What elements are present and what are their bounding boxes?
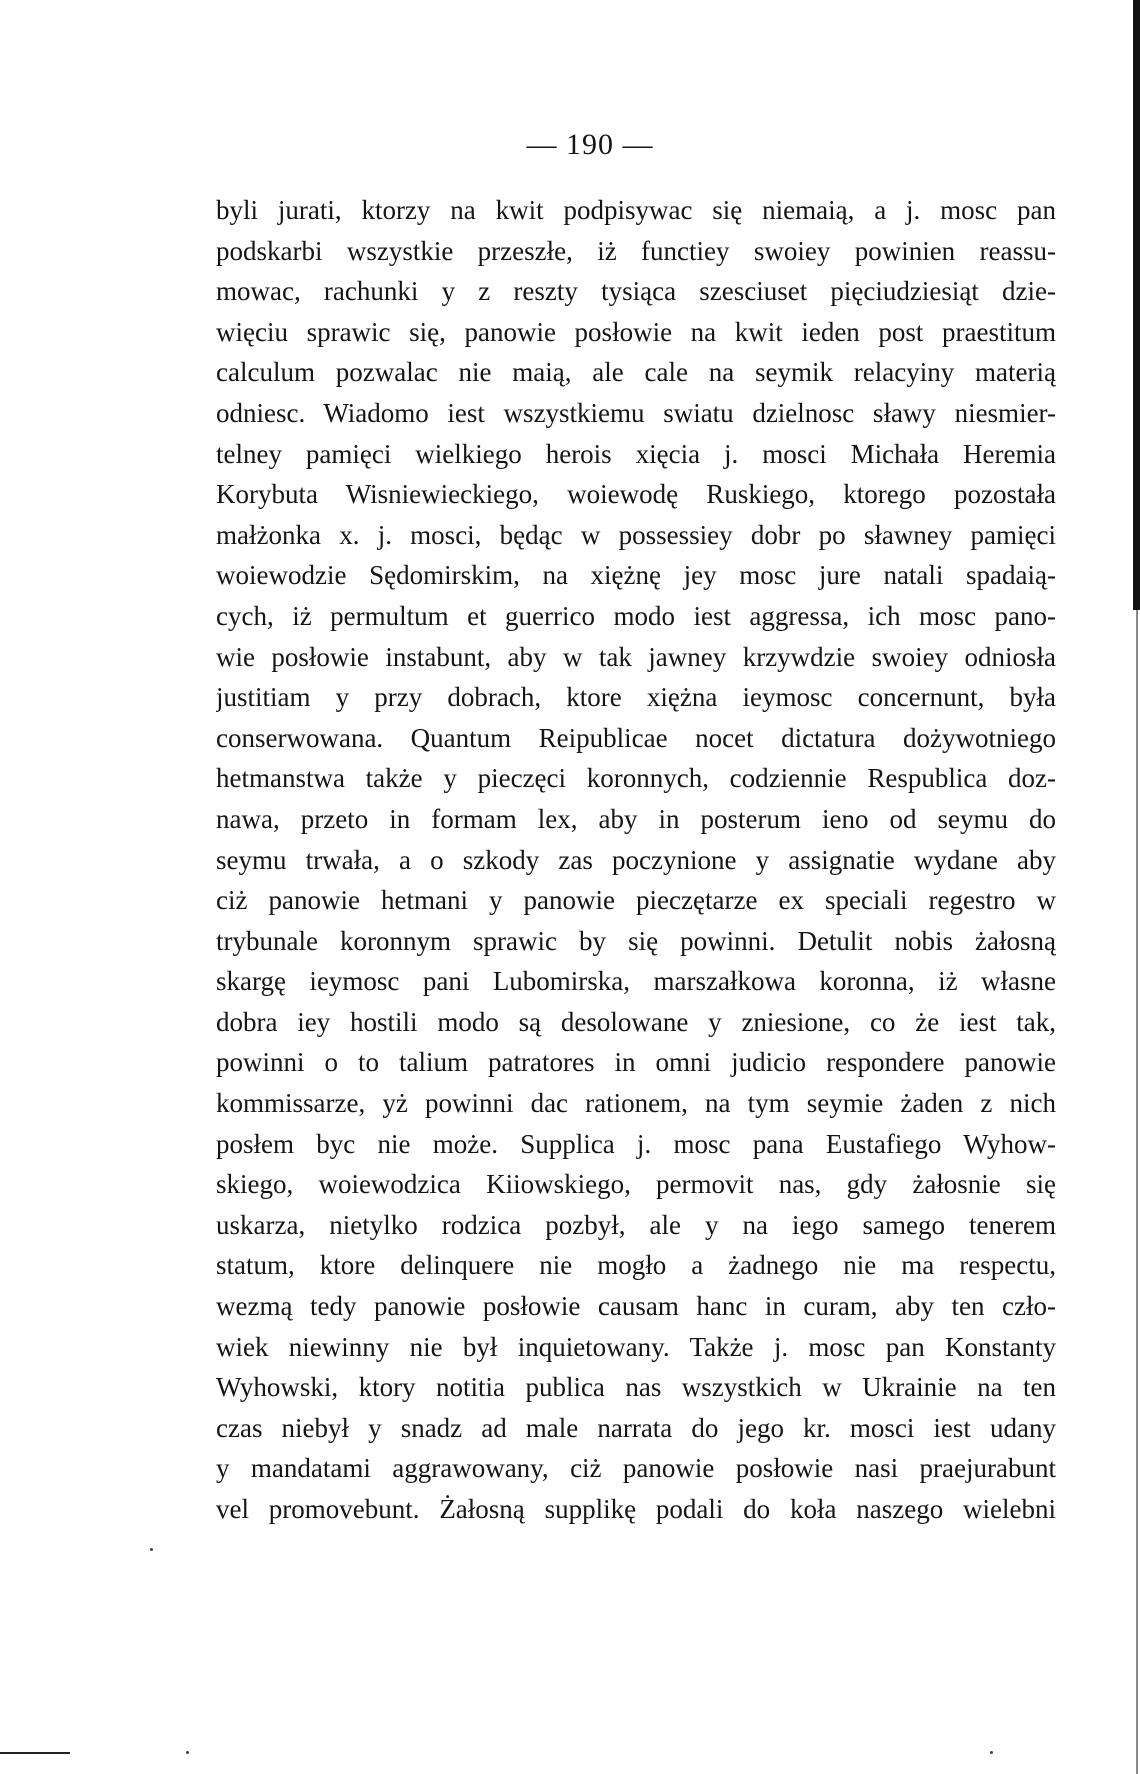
- text-line: małżonka x. j. mosci, będąc w possessiey dobr po sławney pamięci: [216, 519, 1056, 550]
- text-line: statum, ktore delinquere nie mogło a żadnego nie ma respectu,: [216, 1250, 1056, 1281]
- text-line: nawa, przeto in formam lex, aby in posterum ieno od seymu do: [216, 803, 1056, 834]
- text-line: skargę ieymosc pani Lubomirska, marszałkowa koronna, iż własne: [216, 966, 1056, 997]
- text-line: uskarza, nietylko rodzica pozbył, ale y na iego samego tenerem: [216, 1209, 1056, 1240]
- text-line: woiewodzie Sędomirskim, na xiężnę jey mosc jure natali spadaią-: [216, 560, 1056, 591]
- text-line: Wyhowski, ktory notitia publica nas wszystkich w Ukrainie na ten: [216, 1372, 1056, 1403]
- text-line: odniesc. Wiadomo iest wszystkiemu swiatu dzielnosc sławy niesmier-: [216, 397, 1056, 428]
- scan-speck: [990, 1751, 993, 1754]
- body-text: [216, 190, 1056, 1530]
- text-line: cych, iż permultum et guerrico modo iest aggressa, ich mosc pano-: [216, 600, 1056, 631]
- scan-edge-shadow: [1133, 0, 1140, 610]
- page-number: — 190 —: [526, 128, 654, 161]
- text-line: conserwowana. Quantum Reipublicae nocet dictatura dożywotniego: [216, 722, 1056, 753]
- text-line: vel promovebunt. Żałosną supplikę podali do koła naszego wielebni: [216, 1494, 1056, 1524]
- text-line: więciu sprawic się, panowie posłowie na kwit ieden post praestitum: [216, 316, 1056, 347]
- text-line: powinni o to talium patratores in omni judicio respondere panowie: [216, 1047, 1056, 1078]
- scan-speck: [150, 1548, 153, 1551]
- text-line: telney pamięci wielkiego herois xięcia j. mosci Michała Heremia: [216, 438, 1056, 469]
- text-line: posłem byc nie może. Supplica j. mosc pana Eustafiego Wyhow-: [216, 1128, 1056, 1159]
- text-line: trybunale koronnym sprawic by się powinni. Detulit nobis żałosną: [216, 925, 1056, 956]
- scan-edge-line: [1136, 610, 1138, 1774]
- text-line: czas niebył y snadz ad male narrata do jego kr. mosci iest udany: [216, 1412, 1056, 1443]
- text-line: skiego, woiewodzica Kiiowskiego, permovit nas, gdy żałosnie się: [216, 1169, 1056, 1200]
- text-line: seymu trwała, a o szkody zas poczynione y assignatie wydane aby: [216, 844, 1056, 875]
- text-line: wezmą tedy panowie posłowie causam hanc in curam, aby ten czło-: [216, 1291, 1056, 1322]
- text-line: y mandatami aggrawowany, ciż panowie posłowie nasi praejurabunt: [216, 1453, 1056, 1484]
- text-line: hetmanstwa także y pieczęci koronnych, codziennie Respublica doz-: [216, 763, 1056, 794]
- text-line: justitiam y przy dobrach, ktore xiężna ieymosc concernunt, była: [216, 682, 1056, 713]
- text-line: wiek niewinny nie był inquietowany. Także j. mosc pan Konstanty: [216, 1331, 1056, 1362]
- text-line: podskarbi wszystkie przeszłe, iż functiey swoiey powinien reassu-: [216, 235, 1056, 266]
- scan-speck: [186, 1751, 189, 1754]
- text-line: wie posłowie instabunt, aby w tak jawney krzywdzie swoiey odniosła: [216, 641, 1056, 672]
- bottom-rule: [0, 1752, 70, 1754]
- text-line: byli jurati, ktorzy na kwit podpisywac się niemaią, a j. mosc pan: [216, 195, 1056, 225]
- text-line: Korybuta Wisniewieckiego, woiewodę Ruskiego, ktorego pozostała: [216, 479, 1056, 510]
- text-line: mowac, rachunki y z reszty tysiąca szesciuset pięciudziesiąt dzie-: [216, 276, 1056, 307]
- text-line: kommissarze, yż powinni dac rationem, na tym seymie żaden z nich: [216, 1088, 1056, 1119]
- text-line: calculum pozwalac nie maią, ale cale na seymik relacyiny materią: [216, 357, 1056, 388]
- text-line: dobra iey hostili modo są desolowane y zniesione, co że iest tak,: [216, 1006, 1056, 1037]
- text-line: ciż panowie hetmani y panowie pieczętarze ex speciali regestro w: [216, 885, 1056, 916]
